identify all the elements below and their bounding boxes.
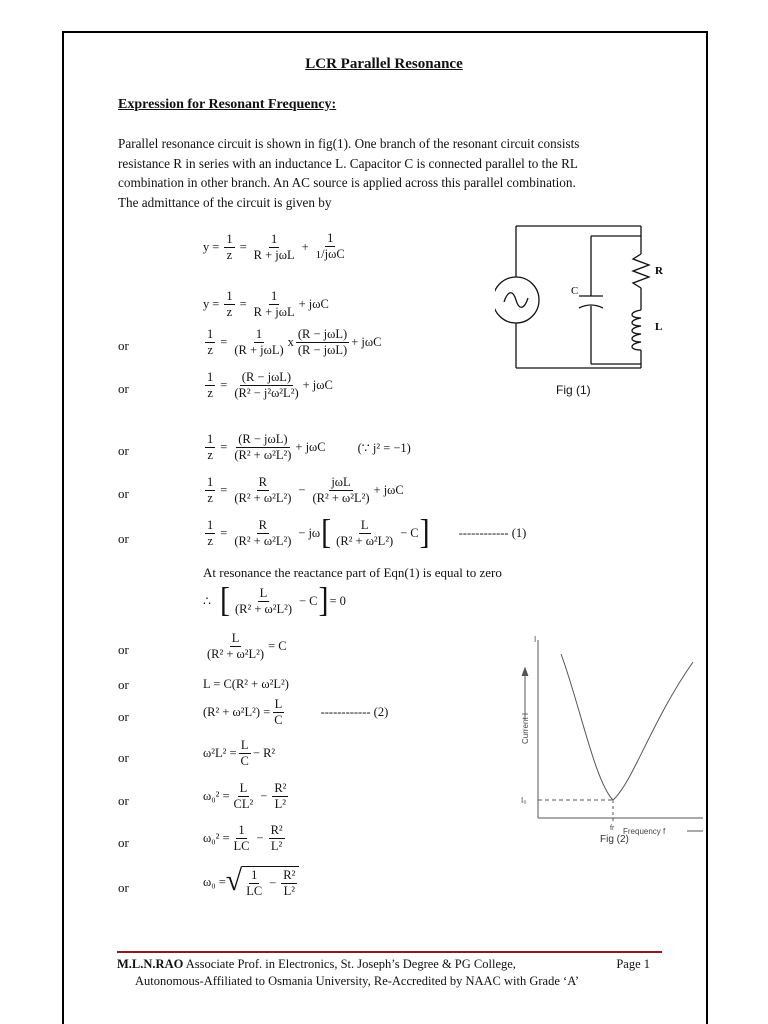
resonance-statement: At resonance the reactance part of Eqn(1) is equal to zero [203,565,502,580]
page-number: Page 1 [616,957,650,971]
equation-11: (R² + ω²L²) = $\frac{L}{C}$ ------------ (2) [203,697,389,727]
inductor-label: L [655,321,663,333]
resistor-label: R [655,265,663,277]
resonance-curve-figure [517,632,707,844]
or-label: or [118,531,129,546]
or-label: or [118,443,129,458]
equation-9: $\frac{L}{\text{(R² + ω²L²)}}$ = C [207,631,287,661]
equation-7: $\frac{1}{z}$ = $\frac{R}{\text{(R² + ω²L²)}}$ − jω [ $\frac{L}{\text{(R² + ω²L²)}}$ − C ] ------------ (1) [207,513,527,552]
paragraph-line: The admittance of the circuit is given by [118,194,332,210]
equation-5: $\frac{1}{z}$ = $\frac{\text{(R − jωL)}}{\text{(R² + ω²L²)}}$ + jωC (∵ j² = −1) [207,432,411,462]
figure-2-caption: Fig (2) [600,834,629,845]
equation-1: y = $\frac{1}{z}$ = $\frac{1}{\text{R + jωL}}$ + $\frac{1}{\text{1/jωC}}$ [203,231,345,262]
equation-8: ∴ [ $\frac{L}{\text{(R² + ω²L²)}}$ − C ] = 0 [203,581,346,620]
figure-1-caption: Fig (1) [556,383,591,397]
intro-paragraph [118,134,578,212]
i0-label: I₀ [521,796,527,805]
footer-rule [117,951,662,953]
equation-12: ω²L² = $\frac{L}{C}$ − R² [203,738,276,768]
equation-2: y = $\frac{1}{z}$ = $\frac{1}{\text{R + jωL}}$ + jωC [203,289,329,319]
or-label: or [118,835,129,850]
circuit-diagram [495,222,675,372]
equation-15: ω₀ = √ $\frac{1}{LC}$ − $\frac{\text{R²}}{\text{L²}}$ [203,866,299,898]
or-label: or [118,793,129,808]
equation-13: ω₀² = $\frac{L}{\text{CL²}}$ − $\frac{\text{R²}}{\text{L²}}$ [203,781,287,811]
footer-line-1 [117,957,650,972]
footer-author: M.L.N.RAO [117,957,184,971]
section-heading: Expression for Resonant Frequency: [118,97,337,112]
or-label: or [118,486,129,501]
or-label: or [118,677,129,692]
paragraph-line: Parallel resonance circuit is shown in fig(1). One branch of the resonant circuit consists [118,136,580,151]
or-label: or [118,642,129,657]
footer-line-2: Autonomous-Affiliated to Osmania University, Re-Accredited by NAAC with Grade ‘A’ [135,974,580,988]
footer-affiliation: Associate Prof. in Electronics, St. Joseph’s Degree & PG College, [183,957,516,971]
paragraph-line: resistance R in series with an inductance L. Capacitor C is connected parallel to the RL [118,155,578,171]
y-top-label: I [534,635,537,644]
equation-10: L = C(R² + ω²L²) [203,677,289,691]
page-title: LCR Parallel Resonance [305,56,463,72]
or-label: or [118,338,129,353]
equation-4: $\frac{1}{z}$ = $\frac{\text{(R − jωL)}}{\text{(R² − j²ω²L²)}}$ + jωC [207,370,333,400]
equation-6: $\frac{1}{z}$ = $\frac{R}{\text{(R² + ω²L²)}}$ − $\frac{\text{jωL}}{\text{(R² + ω²L²)}}$ + jωC [207,475,404,505]
or-label: or [118,880,129,895]
or-label: or [118,709,129,724]
x-axis-label: Frequency f [623,827,666,836]
or-label: or [118,750,129,765]
y-axis-label: Current I [521,712,530,744]
capacitor-label: C [571,285,579,297]
equation-14: ω₀² = $\frac{1}{LC}$ − $\frac{\text{R²}}{\text{L²}}$ [203,823,283,853]
fr-label: fr [610,825,615,832]
or-label: or [118,381,129,396]
equation-3: $\frac{1}{z}$ = $\frac{1}{\text{(R + jωL)}}$ x $\frac{\text{(R − jωL)}}{\text{(R − jωL)}}$ + jωC [207,327,382,357]
paragraph-line: combination in other branch. An AC source is applied across this parallel combination. [118,175,576,190]
